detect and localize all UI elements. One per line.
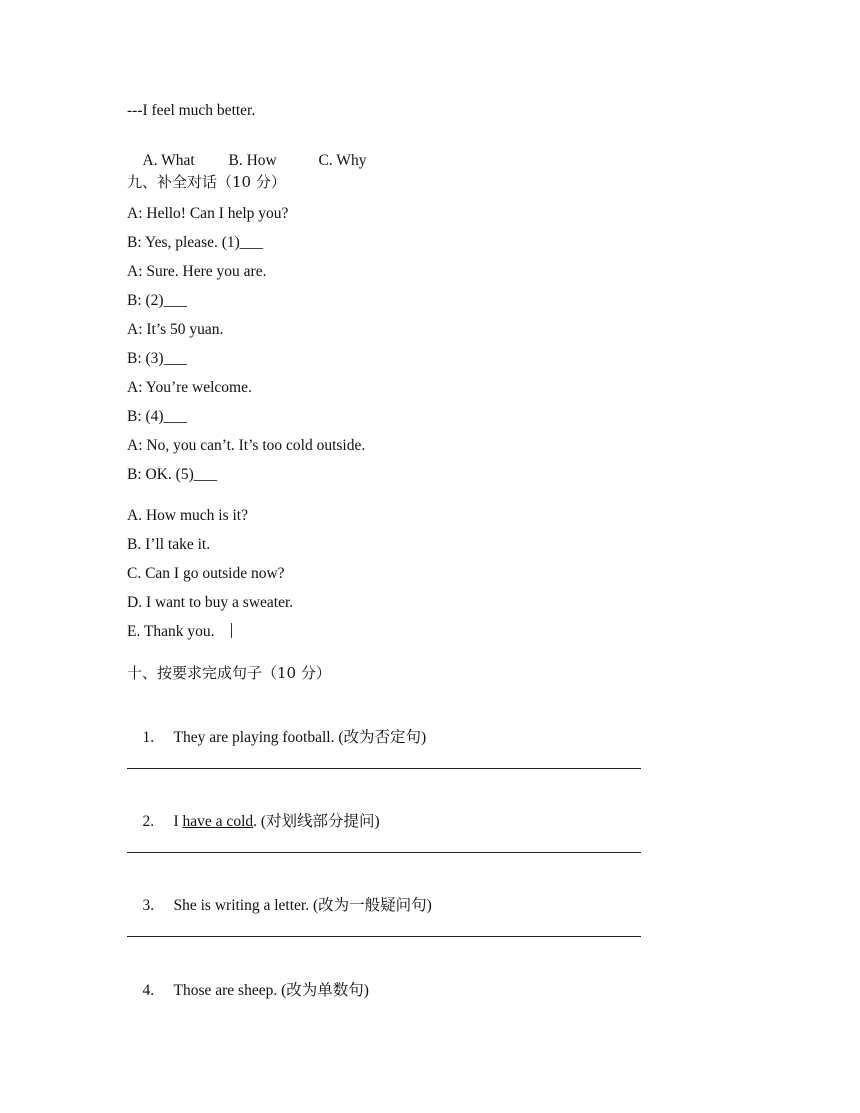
option-b: B. How xyxy=(228,152,277,169)
underlined-phrase: have a cold xyxy=(182,813,254,830)
dialogue-line: A: No, you can’t. It’s too cold outside. xyxy=(127,437,366,454)
answer-choice-row xyxy=(127,622,232,642)
item-text: She is writing a letter. (改为一般疑问句) xyxy=(173,897,432,914)
answer-choice: B. I’ll take it. xyxy=(127,536,211,553)
answer-line[interactable] xyxy=(127,768,641,769)
answer-choice: D. I want to buy a sweater. xyxy=(127,594,294,611)
dialogue-line: B: OK. (5)___ xyxy=(127,466,217,483)
item-number: 2. xyxy=(142,813,155,830)
dialogue-line: B: Yes, please. (1)___ xyxy=(127,234,264,251)
item-text-pre: I xyxy=(173,813,183,830)
dialogue-line: A: It’s 50 yuan. xyxy=(127,321,224,338)
answer-choice: E. Thank you. xyxy=(127,623,215,640)
dialogue-line: A: Hello! Can I help you? xyxy=(127,205,289,222)
dialogue-line: A: Sure. Here you are. xyxy=(127,263,267,280)
answer-line[interactable] xyxy=(127,936,641,937)
dialogue-line: B: (2)___ xyxy=(127,292,187,309)
exercise-item xyxy=(127,708,426,768)
item-text: They are playing football. (改为否定句) xyxy=(173,729,427,746)
dialogue-line: A: You’re welcome. xyxy=(127,379,252,396)
dialogue-line: B: (3)___ xyxy=(127,350,187,367)
item-text-post: . (对划线部分提问) xyxy=(253,813,380,830)
exercise-item xyxy=(127,792,380,852)
section-heading-9: 九、补全对话（10 分） xyxy=(127,173,286,191)
dialogue-line: B: (4)___ xyxy=(127,408,187,425)
answer-line[interactable] xyxy=(127,852,641,853)
item-number: 4. xyxy=(142,982,155,999)
option-c: C. Why xyxy=(318,152,367,169)
section-heading-10: 十、按要求完成句子（10 分） xyxy=(127,664,331,682)
exercise-item xyxy=(127,961,369,1021)
item-text: Those are sheep. (改为单数句) xyxy=(173,982,369,999)
answer-choice: A. How much is it? xyxy=(127,507,248,524)
exercise-item xyxy=(127,876,432,936)
option-a: A. What xyxy=(142,152,195,169)
dialogue-response-line: ---I feel much better. xyxy=(127,102,256,119)
item-number: 3. xyxy=(142,897,155,914)
item-number: 1. xyxy=(142,729,155,746)
text-cursor xyxy=(231,623,232,638)
answer-choice: C. Can I go outside now? xyxy=(127,565,285,582)
